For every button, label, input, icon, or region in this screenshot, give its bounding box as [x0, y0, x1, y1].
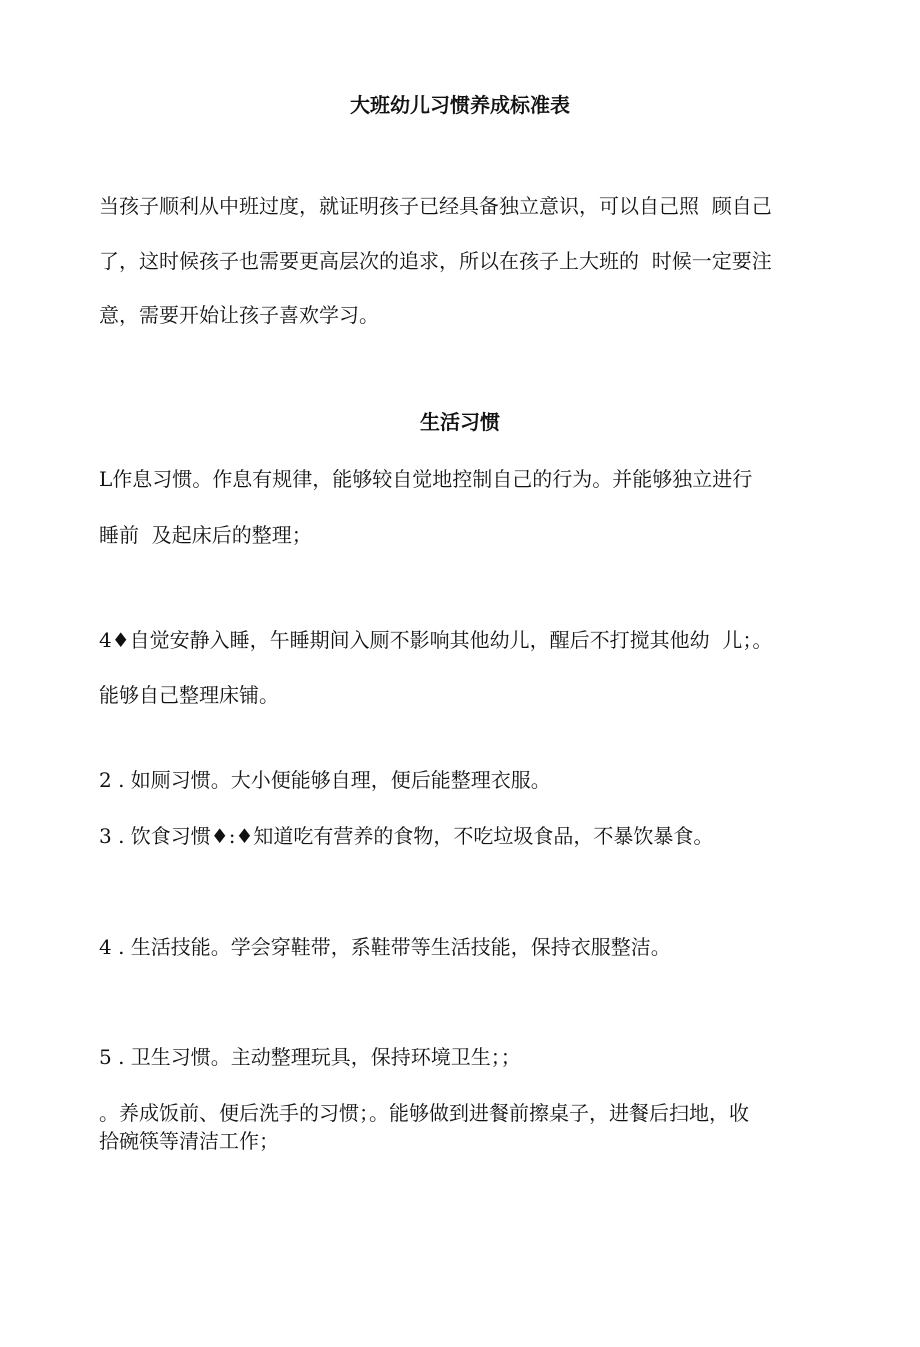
- habit-line-7: 4 . 生活技能。学会穿鞋带，系鞋带等生活技能，保持衣服整洁。: [99, 935, 671, 959]
- habit-line-10: 拾碗筷等清洁工作；: [99, 1129, 279, 1153]
- habit-line-6: 3 . 饮食习惯♦:♦知道吃有营养的食物，不吃垃圾食品，不暴饮暴食。: [99, 824, 714, 848]
- habit-line-9: 。养成饭前、便后洗手的习惯；。能够做到进餐前擦桌子，进餐后扫地，收: [99, 1101, 749, 1125]
- intro-line-1: 当孩子顺利从中班过度，就证明孩子已经具备独立意识，可以自己照 顾自己: [99, 194, 772, 218]
- intro-line-2: 了，这时候孩子也需要更高层次的追求，所以在孩子上大班的 时候一定要注: [99, 249, 772, 273]
- habit-line-1: L作息习惯。作息有规律，能够较自觉地控制自己的行为。并能够独立进行: [99, 467, 753, 491]
- intro-line-3: 意，需要开始让孩子喜欢学习。: [99, 303, 379, 327]
- habit-line-2: 睡前 及起床后的整理；: [99, 523, 312, 547]
- habit-line-4: 能够自己整理床铺。: [99, 683, 279, 707]
- document-title: 大班幼儿习惯养成标准表: [350, 93, 570, 117]
- habit-line-5: 2 . 如厕习惯。大小便能够自理，便后能整理衣服。: [99, 768, 551, 792]
- habit-line-3: 4♦自觉安静入睡，午睡期间入厕不影响其他幼儿，醒后不打搅其他幼 儿；。: [99, 628, 773, 652]
- habit-line-8: 5 . 卫生习惯。主动整理玩具，保持环境卫生；；: [99, 1045, 521, 1069]
- section-title: 生活习惯: [420, 410, 500, 434]
